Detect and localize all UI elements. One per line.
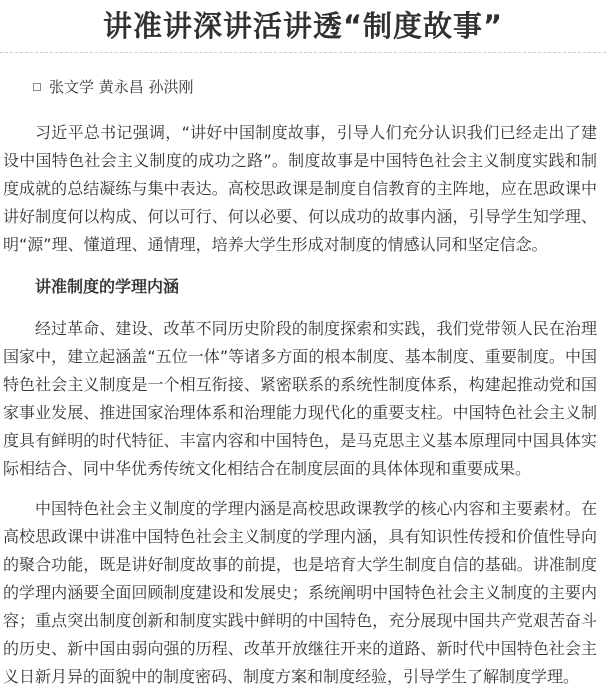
section-heading: 讲准制度的学理内涵: [35, 277, 180, 296]
title-divider: [0, 52, 606, 53]
authors-text: 张文学 黄永昌 孙洪刚: [49, 78, 194, 96]
article-body: [0, 119, 606, 691]
paragraph-intro: 习近平总书记强调，“讲好中国制度故事，引导人们充分认识我们已经走出了建设中国特色社会主义制度的成功之路”。制度故事是中国特色社会主义制度实践和制度成就的总结凝练与集中表达。高校思政课是制度自信教育的主阵地，应在思政课中讲好制度何以构成、何以可行、何以必要、何以成功的故事内涵，引导学生知学理、明“源”理、懂道理、通情理，培养大学生形成对制度的情感认同和坚定信念。: [3, 123, 597, 254]
byline: [0, 77, 606, 97]
paragraph-2: 经过革命、建设、改革不同历史阶段的制度探索和实践，我们党带领人民在治理国家中，建立起涵盖“五位一体”等诸多方面的根本制度、基本制度、重要制度。中国特色社会主义制度是一个相互衔接、紧密联系的系统性制度体系，构建起推动党和国家事业发展、推进国家治理体系和治理能力现代化的重要支柱。中国特色社会主义制度具有鲜明的时代特征、丰富内容和中国特色，是马克思主义基本原理同中国具体实际相结合、同中华优秀传统文化相结合在制度层面的具体体现和重要成果。: [3, 319, 597, 478]
square-bullet-icon: [33, 83, 41, 91]
paragraph-3: 中国特色社会主义制度的学理内涵是高校思政课教学的核心内容和主要素材。在高校思政课中讲准中国特色社会主义制度的学理内涵，具有知识性传授和价值性导向的聚合功能，既是讲好制度故事的前提，也是培育大学生制度自信的基础。讲准制度的学理内涵要全面回顾制度建设和发展史；系统阐明中国特色社会主义制度的主要内容；重点突出制度创新和制度实践中鲜明的中国特色，充分展现中国共产党艰苦奋斗的历史、新中国由弱向强的历程、改革开放继往开来的道路、新时代中国特色社会主义日新月异的面貌中的制度密码、制度方案和制度经验，引导学生了解制度学理。: [3, 499, 597, 686]
page-title: 讲准讲深讲活讲透“制度故事”: [102, 9, 504, 43]
